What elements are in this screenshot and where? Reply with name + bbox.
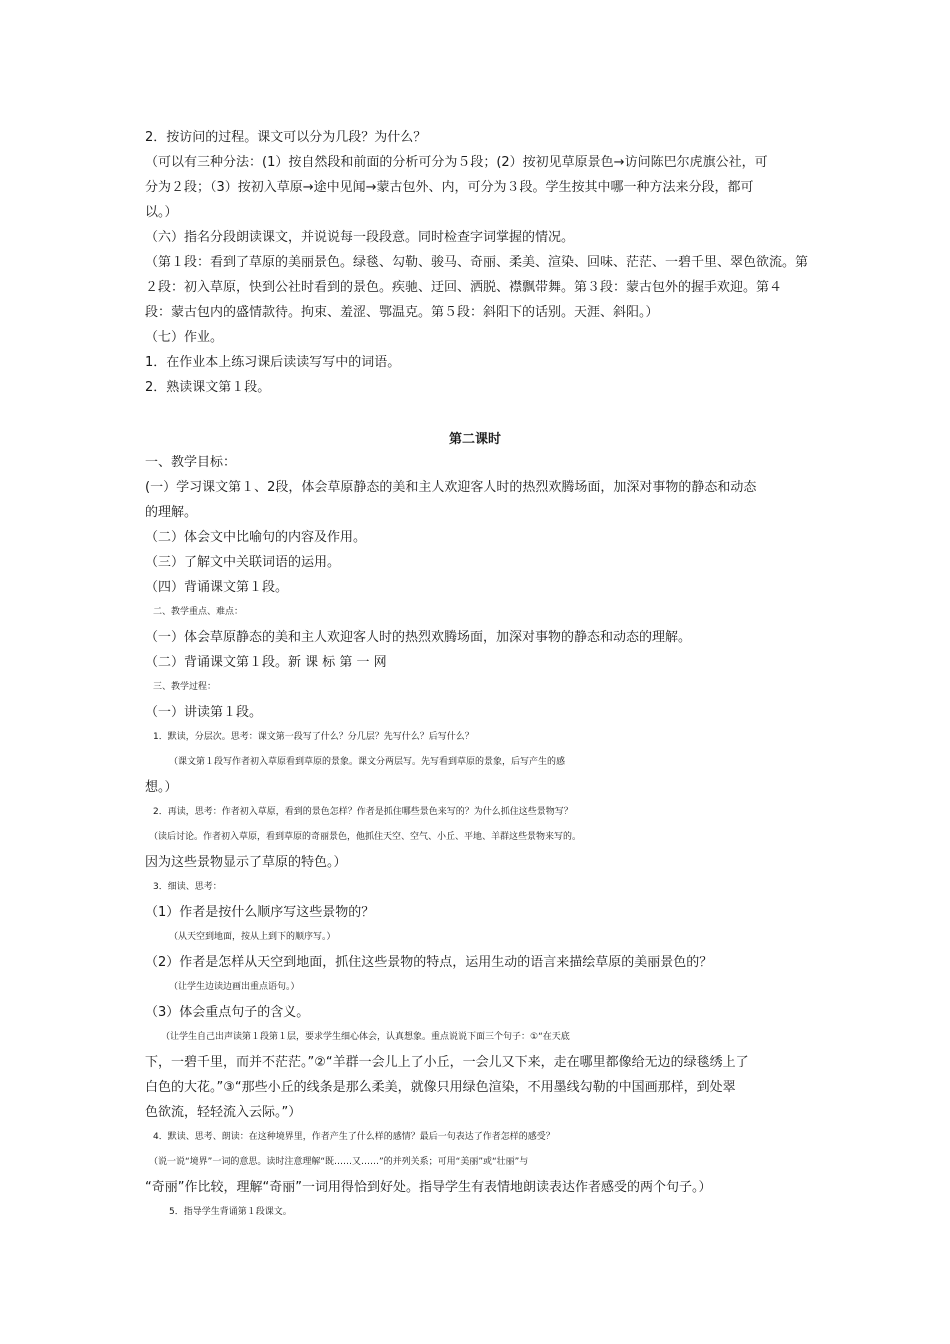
text-line: 4．默读、思考、朗读：在这种境界里，作者产生了什么样的感情？最后一句表达了作者怎样的感受？ — [153, 1132, 555, 1142]
text-line: 3．细读、思考： — [153, 882, 222, 892]
text-line: (一）学习课文第１、2段，体会草原静态的美和主人欢迎客人时的热烈欢腾场面，加深对事物的静态和动态 — [145, 480, 757, 495]
text-line: （二）背诵课文第１段。新 课 标 第 一 网 — [145, 655, 387, 670]
text-line: 段：蒙古包内的盛情款待。拘束、羞涩、鄂温克。第５段：斜阳下的话别。天涯、斜阳。） — [145, 305, 659, 320]
text-line: （让学生自己出声读第１段第１层，要求学生细心体会，认真想象。重点说说下面三个句子：①“在天底 — [161, 1032, 570, 1042]
text-line: 分为２段；（3）按初入草原→途中见闻→蒙古包外、内，可分为３段。学生按其中哪一种方法来分段，都可 — [145, 180, 754, 195]
text-line: （可以有三种分法：(1）按自然段和前面的分析可分为５段；(2）按初见草原景色→访问陈巴尔虎旗公社，可 — [145, 155, 768, 170]
text-line: “奇丽”作比较，理解“奇丽”一词用得恰到好处。指导学生有表情地朗读表达作者感受的两个句子。） — [145, 1180, 712, 1195]
text-line: ２段：初入草原，快到公社时看到的景色。疾驰、迂回、洒脱、襟飘带舞。第３段：蒙古包外的握手欢迎。第４ — [145, 280, 783, 295]
text-line: 2．按访问的过程。课文可以分为几段？为什么？ — [145, 130, 427, 145]
text-line: 1．默读，分层次。思考：课文第一段写了什么？分几层？先写什么？后写什么？ — [153, 732, 474, 742]
text-line: （3）体会重点句子的含义。 — [145, 1005, 310, 1020]
text-line: （课文第１段写作者初入草原看到草原的景象。课文分两层写。先写看到草原的景象，后写产生的感 — [169, 757, 566, 767]
text-line: （一）讲读第１段。 — [145, 705, 263, 720]
text-line: （一）体会草原静态的美和主人欢迎客人时的热烈欢腾场面，加深对事物的静态和动态的理解。 — [145, 630, 692, 645]
text-line: 想。） — [145, 780, 178, 795]
text-line: （让学生边读边画出重点语句。） — [169, 982, 300, 992]
text-line: 下，一碧千里，而并不茫茫。”②“羊群一会儿上了小丘，一会儿又下来，走在哪里都像给无边的绿毯绣上了 — [145, 1055, 749, 1070]
text-line: 2．再读，思考：作者初入草原，看到的景色怎样？作者是抓住哪些景色来写的？为什么抓住这些景物写？ — [153, 807, 573, 817]
text-line: （读后讨论。作者初入草原，看到草原的奇丽景色，他抓住天空、空气、小丘、平地、羊群这些景物来写的。 — [149, 832, 582, 842]
text-line: 二、教学重点、难点： — [153, 607, 244, 617]
text-line: （四）背诵课文第１段。 — [145, 580, 289, 595]
text-line: 白色的大花。”③“那些小丘的线条是那么柔美，就像只用绿色渲染，不用墨线勾勒的中国画那样，到处翠 — [145, 1080, 736, 1095]
text-line: （2）作者是怎样从天空到地面，抓住这些景物的特点，运用生动的语言来描绘草原的美丽景色的？ — [145, 955, 713, 970]
text-line: 的理解。 — [145, 505, 198, 520]
text-line: （第１段：看到了草原的美丽景色。绿毯、勾勒、骏马、奇丽、柔美、渲染、回味、茫茫、一碧千里、翠色欲流。第 — [145, 255, 809, 270]
text-line: 色欲流，轻轻流入云际。”） — [145, 1105, 302, 1120]
text-line: 一、教学目标： — [145, 455, 237, 470]
section-title: 第二课时 — [448, 432, 501, 447]
text-line: 三、教学过程： — [153, 682, 217, 692]
text-line: （三）了解文中关联词语的运用。 — [145, 555, 341, 570]
text-line: （二）体会文中比喻句的内容及作用。 — [145, 530, 367, 545]
text-line: （六）指名分段朗读课文，并说说每一段段意。同时检查字词掌握的情况。 — [145, 230, 575, 245]
text-line: 5．指导学生背诵第１段课文。 — [169, 1207, 292, 1217]
text-line: 2．熟读课文第１段。 — [145, 380, 271, 395]
text-line: （从天空到地面，按从上到下的顺序写。） — [169, 932, 336, 942]
text-line: （1）作者是按什么顺序写这些景物的？ — [145, 905, 375, 920]
text-line: 以。） — [145, 205, 178, 220]
text-line: （说一说“境界”一词的意思。读时注意理解“既……又……”的并列关系；可用“美丽”或“壮丽”与 — [149, 1157, 529, 1167]
text-line: 1．在作业本上练习课后读读写写中的词语。 — [145, 355, 401, 370]
text-line: 因为这些景物显示了草原的特色。） — [145, 855, 347, 870]
text-line: （七）作业。 — [145, 330, 224, 345]
